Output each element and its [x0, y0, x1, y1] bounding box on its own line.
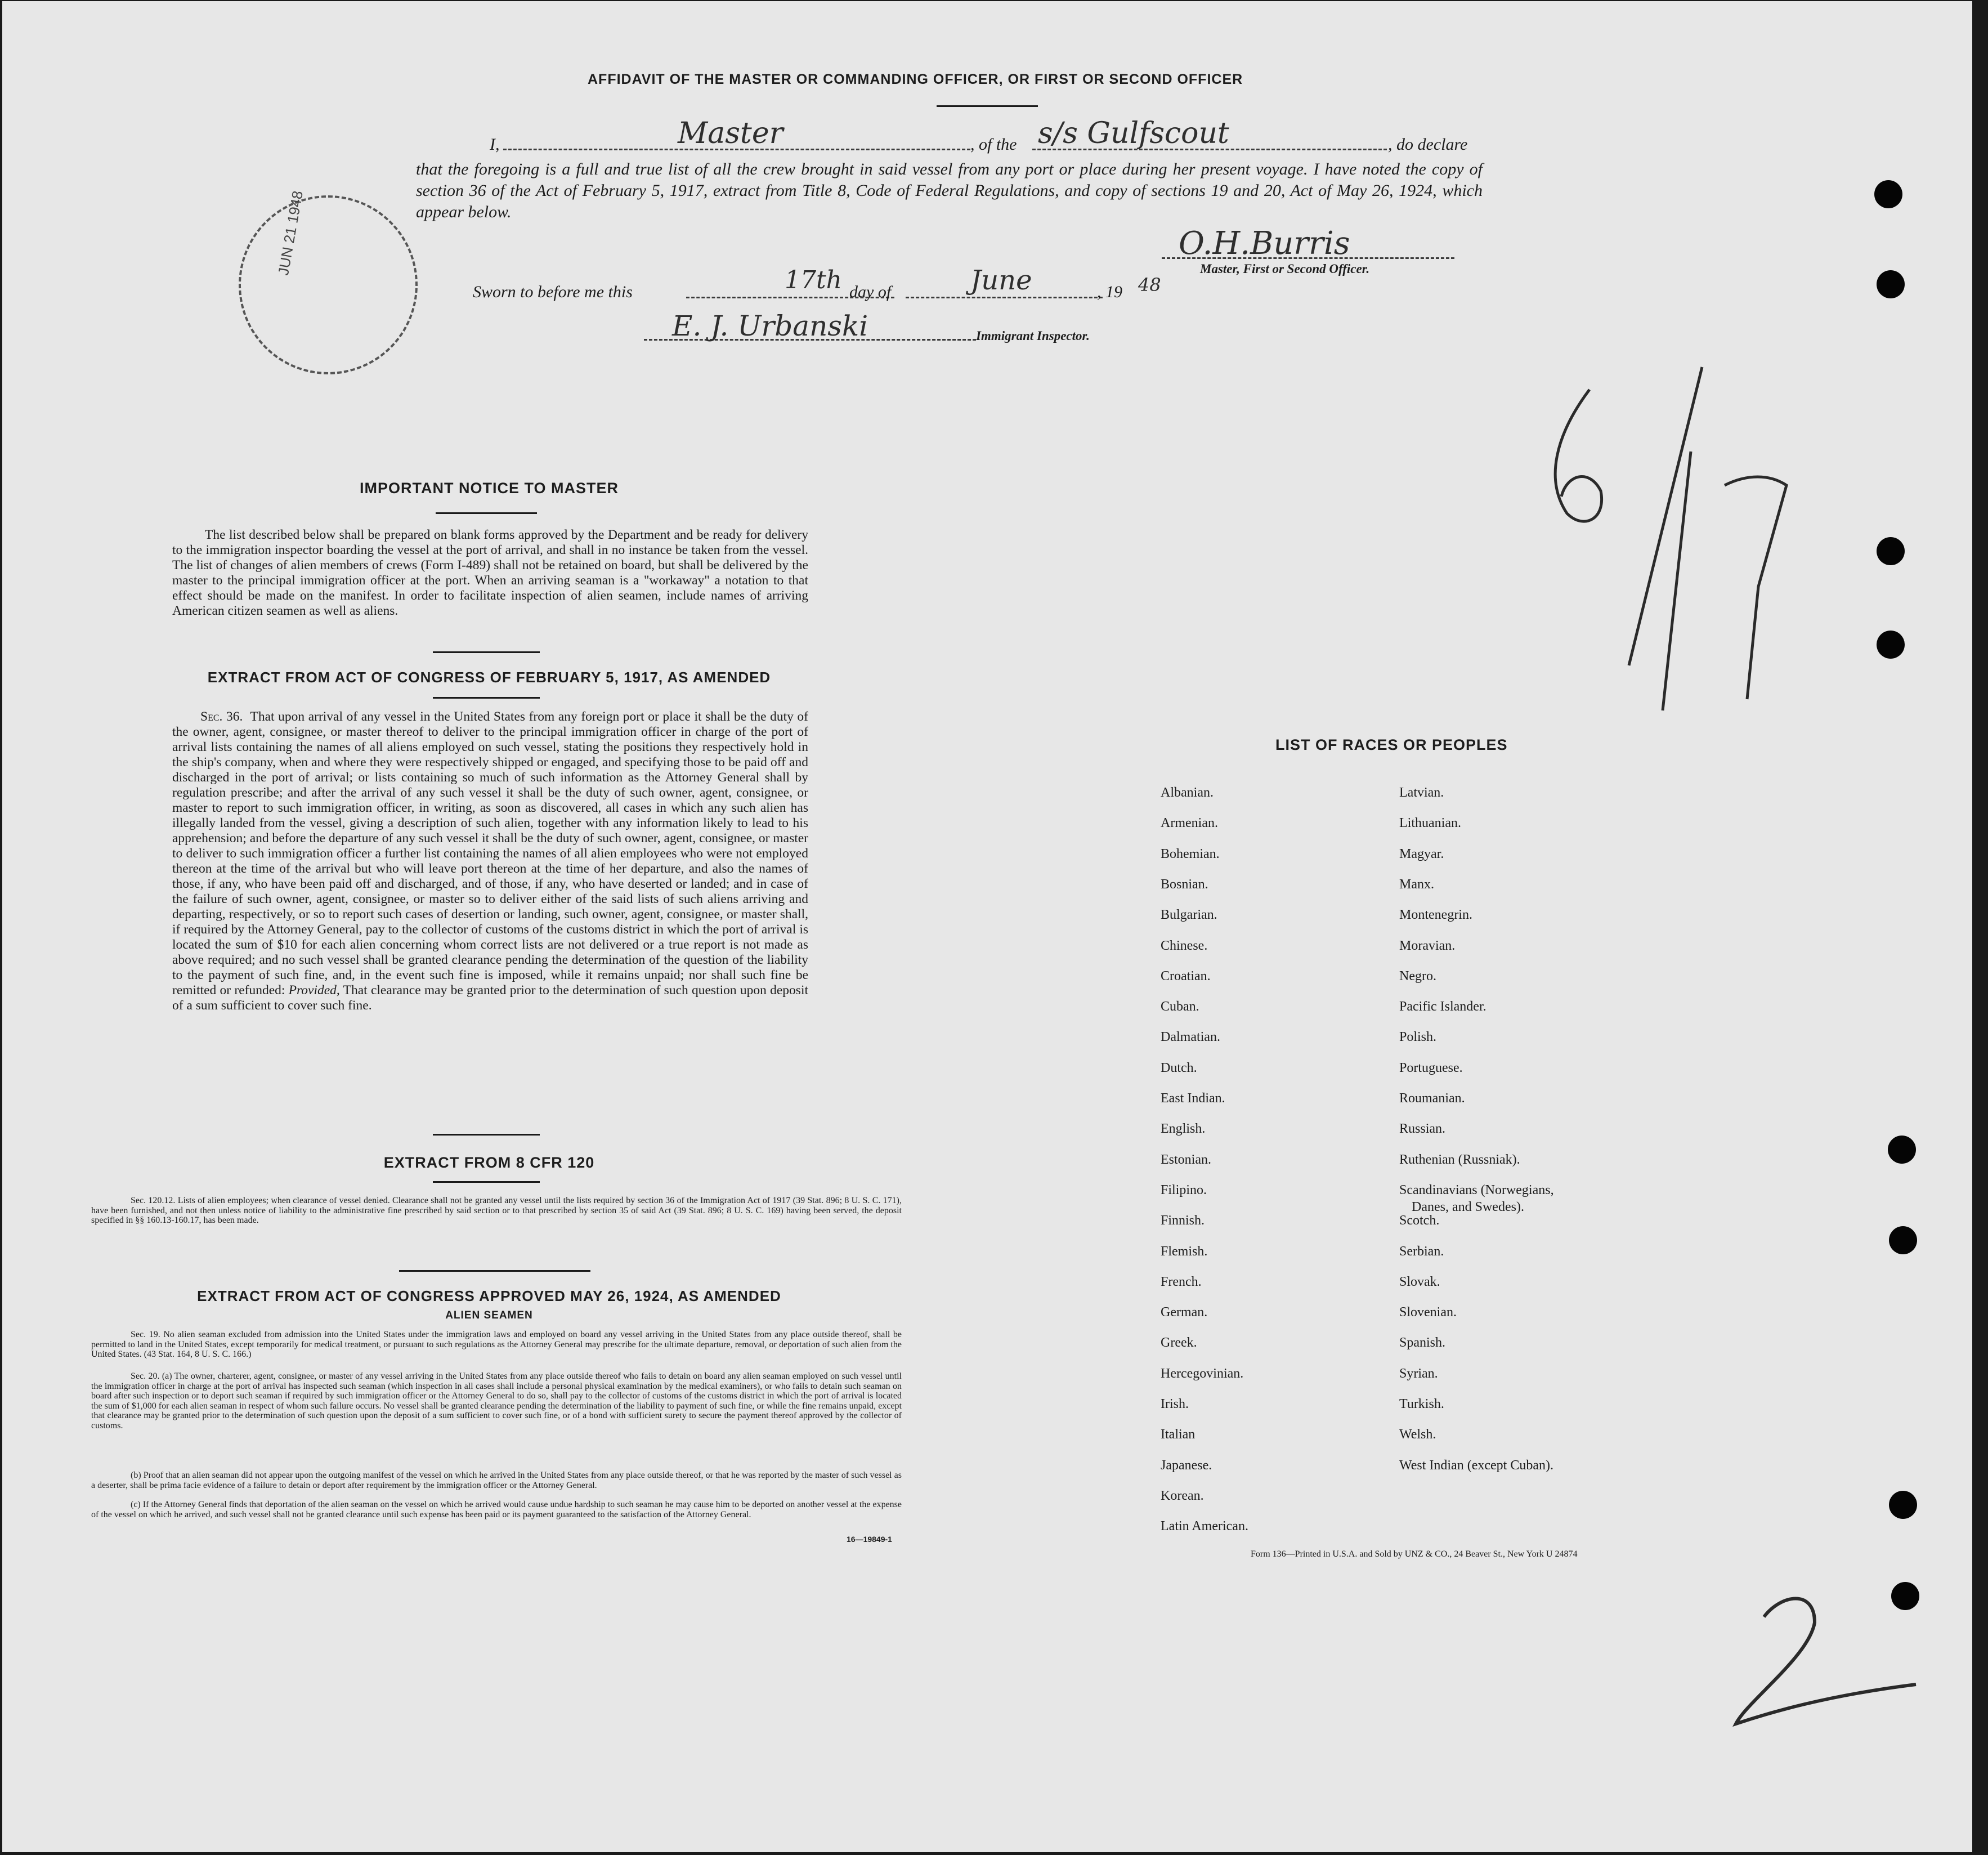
race-item: Greek. [1161, 1335, 1197, 1350]
race-item: Scotch. [1399, 1213, 1440, 1228]
extract-1924-subheading: ALIEN SEAMEN [445, 1309, 533, 1321]
race-item: Pacific Islander. [1399, 999, 1486, 1014]
sworn-year-handwritten: 48 [1138, 274, 1161, 296]
race-item: Moravian. [1399, 938, 1456, 953]
form-code: 16—19849-1 [847, 1535, 892, 1544]
binder-hole [1877, 631, 1905, 659]
race-item: Welsh. [1399, 1427, 1436, 1442]
binder-hole [1889, 1226, 1917, 1254]
extract-cfr-heading: EXTRACT FROM 8 CFR 120 [383, 1154, 595, 1171]
section-divider [399, 1270, 590, 1272]
race-item: Spanish. [1399, 1335, 1446, 1350]
notice-divider [436, 512, 537, 514]
race-item: Slovak. [1399, 1275, 1440, 1289]
inspector-caption: Immigrant Inspector. [976, 329, 1090, 343]
extract-1917-body [172, 709, 808, 1013]
vessel-handwritten: s/s Gulfscout [1038, 117, 1229, 150]
sworn-month-handwritten: June [970, 265, 1032, 296]
declaration-body: that the foregoing is a full and true list of all the crew brought in said vessel from any port or place during her present voyage. I have noted the copy of section 36 of the Act of February 5, 1917, extract from Title 8, Code of Federal Regulations, and copy of sections 19 and 20, Act of May 26, 1924, which appear below. [416, 160, 1483, 221]
race-item: Hercegovinian. [1161, 1366, 1244, 1381]
race-item: Chinese. [1161, 938, 1208, 953]
race-item: Bulgarian. [1161, 908, 1217, 922]
race-item: Danes, and Swedes). [1412, 1200, 1524, 1214]
sworn-day-handwritten: 17th [785, 266, 843, 294]
race-item: Ruthenian (Russniak). [1399, 1152, 1520, 1167]
race-item: Dalmatian. [1161, 1030, 1220, 1044]
race-item: Serbian. [1399, 1244, 1444, 1259]
race-item: Russian. [1399, 1121, 1446, 1136]
race-item: Slovenian. [1399, 1305, 1457, 1320]
race-item: Estonian. [1161, 1152, 1211, 1167]
race-item: Korean. [1161, 1489, 1204, 1503]
extract-1917-heading: EXTRACT FROM ACT OF CONGRESS OF FEBRUARY 5, 1917, AS AMENDED [207, 669, 771, 686]
sworn-prefix: Sworn to before me this [473, 283, 633, 301]
race-item: English. [1161, 1121, 1206, 1136]
signature-caption: Master, First or Second Officer. [1200, 262, 1370, 276]
race-item: Irish. [1161, 1397, 1189, 1411]
races-heading: LIST OF RACES OR PEOPLES [1275, 736, 1508, 753]
proviso-label: Provided, [288, 983, 340, 998]
race-item: Roumanian. [1399, 1091, 1465, 1106]
sec-20c-text: (c) If the Attorney General finds that deportation of the alien seaman on the vessel on which he arrived would cause undue hardship to such seaman he may cause him to be deported on another vessel at the expense of the vessel on which he arrived, and such vessel shall not be granted clearance until such expense has been paid or its payment guaranteed to the satisfaction of the Attorney General. [91, 1500, 902, 1519]
binder-hole [1889, 1491, 1917, 1519]
sec-20b-text: (b) Proof that an alien seaman did not appear upon the outgoing manifest of the vessel on which he arrived in the United States from any place outside thereof, or that he was reported by the master of such vessel as a deserter, shall be prima facie evidence of a failure to detain or deport after requirement by the immigration officer or the Attorney General. [91, 1470, 902, 1490]
race-item: Montenegrin. [1399, 908, 1472, 922]
declaration-of-the: , of the [970, 135, 1017, 154]
race-item: Cuban. [1161, 999, 1199, 1014]
notice-body: The list described below shall be prepared on blank forms approved by the Department and be ready for delivery to the immigration inspector boarding the vessel at the port of arrival, and shall in no instance be taken from the vessel. The list of changes of alien members of crews (Form I-489) shall not be retained on board, but shall be delivered by the master to the principal immigration officer at the port. When an arriving seaman is a "workaway" a notation to that effect should be made on the manifest. In order to facilitate inspection of alien seamen, include names of arriving American citizen seamen as well as aliens. [172, 528, 808, 618]
race-item: Lithuanian. [1399, 816, 1461, 830]
race-item: Dutch. [1161, 1061, 1197, 1075]
race-item: Bosnian. [1161, 877, 1208, 892]
document-page [2, 1, 1972, 1852]
section-divider [433, 1134, 540, 1136]
date-stamp [239, 189, 418, 374]
sec-20a-text: Sec. 20. (a) The owner, charterer, agent, consignee, or master of any vessel arriving in the United States from any place outside thereof who fails to detain on board any alien seaman employed on such vessel until the immigration officer in charge at the port of arrival has inspected such seaman (which inspection in all cases shall include a personal physical examination by the medical examiners), or who fails to detain such seaman on board after such inspection or to deport such seaman if required by such immigration officer or the Attorney General to do so, shall pay to the collector of customs of the customs district in which the port of arrival is located the sum of $1,000 for each alien seaman in respect of whom such failure occurs. No vessel shall be granted clearance pending the determination of the liability to payment of such fine, or while the fine remains unpaid, except that clearance may be granted prior to the determination of such question upon the deposit of a sum sufficient to cover such fine, or of a bond with sufficient surety to secure the payment thereof approved by the collector of customs. [91, 1371, 902, 1431]
race-item: Latin American. [1161, 1519, 1248, 1534]
race-item: East Indian. [1161, 1091, 1225, 1106]
section-divider [433, 697, 540, 699]
race-item: Scandinavians (Norwegians, [1399, 1183, 1554, 1197]
race-item: French. [1161, 1275, 1202, 1289]
race-item: Italian [1161, 1427, 1196, 1442]
binder-hole [1877, 270, 1905, 298]
race-item: Latvian. [1399, 785, 1444, 800]
race-item: Turkish. [1399, 1397, 1444, 1411]
race-item: Negro. [1399, 969, 1436, 984]
binder-hole [1891, 1582, 1919, 1610]
race-item: Magyar. [1399, 847, 1444, 861]
affidavit-title: AFFIDAVIT OF THE MASTER OR COMMANDING OFFICER, OR FIRST OR SECOND OFFICER [588, 71, 1243, 87]
stamp-date: JUN 21 1948 [275, 189, 306, 277]
sworn-month-line [906, 297, 1103, 298]
notice-heading: IMPORTANT NOTICE TO MASTER [360, 480, 619, 497]
master-signature: O.H.Burris [1179, 225, 1350, 262]
race-item: Croatian. [1161, 969, 1211, 984]
race-item: Polish. [1399, 1030, 1437, 1044]
sec-36-text: That upon arrival of any vessel in the United States from any foreign port or place it shall be the duty of the owner, agent, consignee, or master thereof to deliver to the principal immigration officer in charge of the port of arrival lists containing the names of all aliens employed on such vessel, stating the positions they respectively hold in the ship's company, when and where they were respectively shipped or engaged, and specifying those to be paid off and discharged in the port of arrival; or lists containing so much of such information as the Attorney General shall by regulation prescribe; and after the arrival of any such vessel it shall be the duty of such owner, agent, consignee, or master to report to such immigration officer, in writing, as soon as discovered, all cases in which any such alien has illegally landed from the vessel, giving a description of such alien, together with any information likely to lead to his apprehension; and before the departure of any such vessel it shall be the duty of such owner, agent, consignee, or master to deliver to such immigration officer a further list containing the names of all alien employees who were not employed thereon at the time of the arrival but who will leave port thereon at the time of her departure, and also the names of those, if any, who have been paid off and discharged, and of those, if any, who have deserted or landed; and in case of the failure of such owner, agent, consignee, or master so to deliver either of the said lists of such aliens arriving and departing, respectively, or so to report such cases of desertion or landing, such owner, agent, consignee, or master shall, if required by the Attorney General, pay to the collector of customs of the customs district in which the port of arrival is located the sum of $10 for each alien concerning whom correct lists are not delivered or a true report is not made as above required; and no such vessel shall be granted clearance pending the determination of the question of the liability to the payment of such fine, and, in the event such fine is imposed, while it remains unpaid; nor shall such fine be remitted or refunded: [172, 709, 809, 998]
binder-hole [1888, 1136, 1916, 1164]
sworn-year-prefix: , 19 [1097, 283, 1122, 301]
race-item: Filipino. [1161, 1183, 1207, 1197]
section-divider [433, 651, 540, 653]
inspector-signature: E. J. Urbanski [672, 310, 868, 342]
declaration-do-declare: , do declare [1388, 135, 1468, 154]
binder-hole [1874, 180, 1902, 208]
race-item: Armenian. [1161, 816, 1218, 830]
race-item: West Indian (except Cuban). [1399, 1458, 1553, 1473]
sec-19-text: Sec. 19. No alien seaman excluded from admission into the United States under the immigration laws and employed on board any vessel arriving in the United States from any place outside thereof, shall be permitted to land in the United States, except temporarily for medical treatment, or pursuant to such regulations as the Attorney General may prescribe for the ultimate departure, removal, or deportation of such alien from the United States. (43 Stat. 164, 8 U. S. C. 166.) [91, 1330, 902, 1359]
extract-1924-heading: EXTRACT FROM ACT OF CONGRESS APPROVED MAY 26, 1924, AS AMENDED [197, 1288, 781, 1304]
title-divider [937, 105, 1038, 107]
race-item: Flemish. [1161, 1244, 1208, 1259]
section-divider [433, 1181, 540, 1183]
list-number-handwritten [1522, 350, 1837, 778]
race-item: Japanese. [1161, 1458, 1212, 1473]
proviso-text: That clearance may be granted prior to the determination of such question upon deposit of a sum sufficient to cover such fine. [172, 983, 809, 1013]
race-item: Finnish. [1161, 1213, 1205, 1228]
race-item: Portuguese. [1399, 1061, 1463, 1075]
extract-cfr-body: Sec. 120.12. Lists of alien employees; when clearance of vessel denied. Clearance shall not be granted any vessel until the lists required by section 36 of the Immigration Act of 1917 (39 Stat. 896; 8 U. S. C. 171), have been furnished, and not then unless notice of liability to the administrative fine prescribed by said section or to that prescribed by section 35 of said Act (39 Stat. 896; 8 U. S. C. 169) having been served, the deposit specified in §§ 160.13-160.17, has been made. [91, 1196, 902, 1225]
binder-hole [1877, 537, 1905, 565]
race-item: Manx. [1399, 877, 1434, 892]
race-item: Albanian. [1161, 785, 1214, 800]
race-item: Bohemian. [1161, 847, 1220, 861]
race-item: German. [1161, 1305, 1208, 1320]
sec-36-label: Sec. 36. [200, 709, 243, 724]
race-item: Syrian. [1399, 1366, 1438, 1381]
officer-handwritten: Master [678, 117, 783, 150]
races-footer: Form 136—Printed in U.S.A. and Sold by UNZ & CO., 24 Beaver St., New York U 24874 [1251, 1549, 1578, 1559]
declaration-i: I, [490, 135, 500, 154]
sworn-day-of: day of [849, 283, 892, 301]
